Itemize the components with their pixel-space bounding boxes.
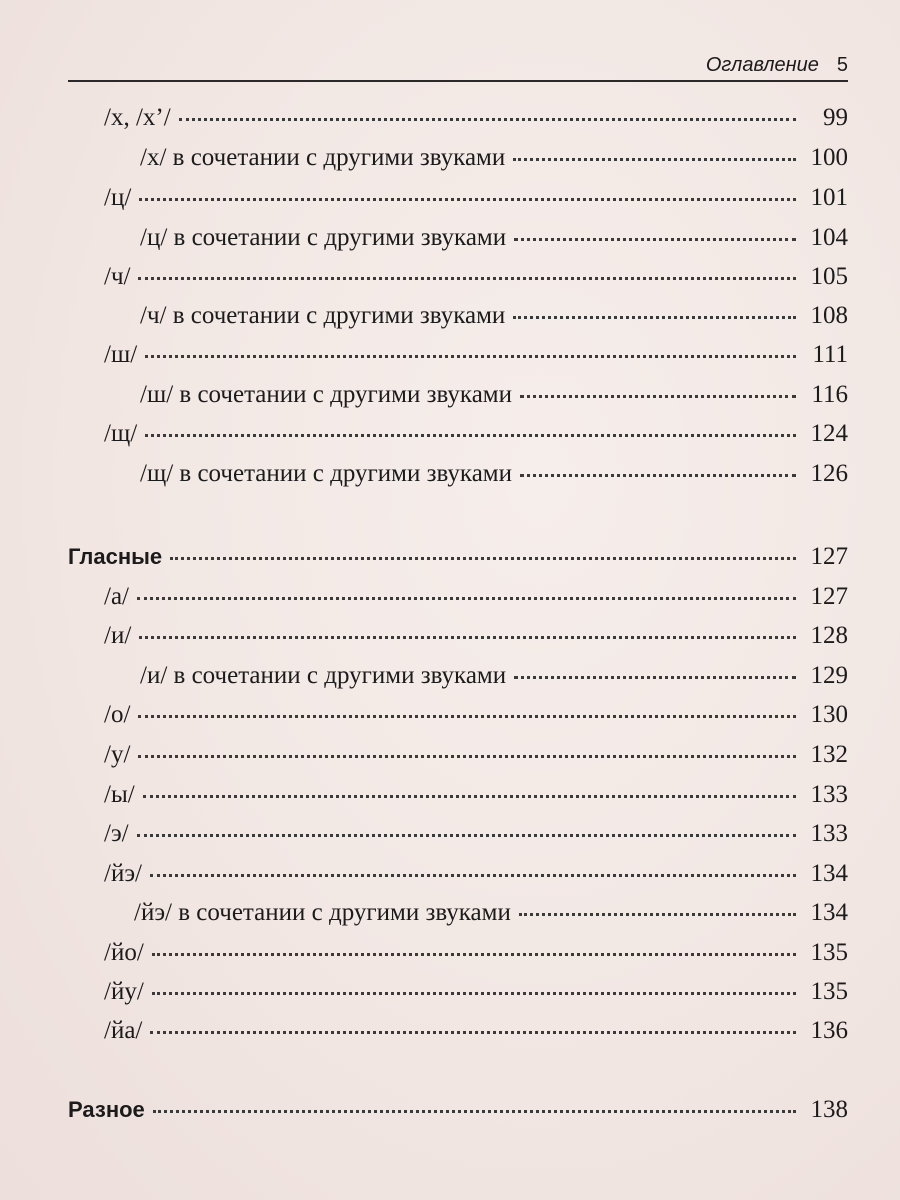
toc-entry-label: /йэ/ в сочетании с другими звуками	[134, 899, 511, 926]
dot-leader	[520, 473, 796, 477]
running-head-title: Оглавление	[705, 54, 819, 76]
dot-leader	[152, 991, 796, 995]
toc-entry-page: 116	[811, 381, 848, 408]
dot-leader	[520, 394, 796, 398]
toc-entry-label: /щ/ в сочетании с другими звуками	[140, 460, 512, 487]
toc-entry-page: 129	[810, 662, 848, 689]
dot-leader	[139, 197, 796, 201]
toc-entry-page: 127	[810, 583, 848, 610]
toc-entry	[104, 104, 848, 136]
dot-leader	[514, 675, 796, 679]
toc-entry-label: /ч/ в сочетании с другими звуками	[140, 302, 506, 329]
toc-entry	[104, 184, 848, 216]
dot-leader	[513, 157, 796, 161]
toc-entry-label: /йа/	[104, 1017, 143, 1044]
toc-entry-page: 101	[810, 184, 848, 211]
toc-entry-page: 135	[810, 939, 848, 966]
dot-leader	[150, 1030, 796, 1034]
toc-entry-label: /йо/	[104, 939, 144, 966]
toc-entry	[140, 460, 848, 492]
toc-entry-page: 133	[810, 781, 848, 808]
toc-entry-page: 100	[810, 144, 848, 171]
toc-entry-page: 134	[810, 899, 848, 926]
toc-entry-label: /щ/	[104, 420, 138, 447]
toc-entry-page: 138	[810, 1096, 848, 1123]
toc-entry-label: /о/	[104, 701, 131, 728]
toc-entry-label: /х, /х’/	[104, 104, 171, 131]
toc-entry-label: /ц/	[104, 184, 132, 211]
toc-entry-label: /и/ в сочетании с другими звуками	[140, 662, 507, 689]
dot-leader	[145, 354, 796, 358]
dot-leader	[179, 117, 796, 121]
toc-entry-label: /ы/	[104, 781, 135, 808]
dot-leader	[513, 315, 796, 319]
toc-entry-page: 136	[810, 1017, 848, 1044]
toc-entry-page: 135	[810, 978, 848, 1005]
toc-entry	[104, 781, 848, 813]
toc-entry-label: /а/	[104, 583, 129, 610]
toc-entry	[104, 820, 848, 852]
toc-section-misc	[68, 1096, 848, 1128]
toc-entry-page: 127	[810, 543, 848, 570]
toc-entry-label: /ш/ в сочетании с другими звуками	[140, 381, 512, 408]
dot-leader	[137, 833, 796, 837]
dot-leader	[153, 1109, 796, 1113]
toc-entry-label: /ч/	[104, 263, 131, 290]
toc-section-label: Разное	[68, 1097, 145, 1122]
toc-entry-page: 111	[812, 341, 848, 368]
toc-entry-label: /х/ в сочетании с другими звуками	[140, 144, 506, 171]
dot-leader	[150, 873, 796, 877]
toc-entry	[104, 263, 848, 295]
toc-entry	[104, 741, 848, 773]
toc-entry-page: 108	[810, 302, 848, 329]
toc-entry	[140, 144, 848, 176]
toc-entry-page: 132	[810, 741, 848, 768]
dot-leader	[137, 596, 796, 600]
dot-leader	[139, 635, 796, 639]
toc-entry	[104, 939, 848, 971]
toc-entry-page: 130	[810, 701, 848, 728]
running-head-page-number: 5	[836, 54, 848, 76]
toc-entry-label: /э/	[104, 820, 129, 847]
dot-leader	[145, 433, 796, 437]
toc-section-label: Гласные	[68, 544, 163, 569]
toc-entry	[104, 860, 848, 892]
toc-entry-label: /ш/	[104, 341, 138, 368]
toc-section-vowels	[68, 543, 848, 575]
toc-entry	[104, 341, 848, 373]
dot-leader	[138, 276, 796, 280]
toc-entry-label: /и/	[104, 622, 132, 649]
toc-entry-page: 99	[823, 104, 848, 131]
toc-entry	[104, 622, 848, 654]
toc-entry	[140, 224, 848, 256]
toc-entry-page: 134	[810, 860, 848, 887]
dot-leader	[514, 237, 796, 241]
toc-entry	[140, 302, 848, 334]
toc-entry	[104, 1017, 848, 1049]
toc-entry-page: 128	[810, 622, 848, 649]
dot-leader	[138, 754, 796, 758]
dot-leader	[170, 556, 796, 560]
toc-entry	[140, 662, 848, 694]
toc-entry-label: /йэ/	[104, 860, 143, 887]
toc-entry	[104, 420, 848, 452]
toc-entry-page: 104	[810, 224, 848, 251]
toc-entry	[104, 583, 848, 615]
toc-entry-label: /ц/ в сочетании с другими звуками	[140, 224, 507, 251]
toc-entry	[134, 899, 848, 931]
dot-leader	[519, 912, 796, 916]
toc-entry	[140, 381, 848, 413]
toc-entry-page: 124	[810, 420, 848, 447]
toc-entry-page: 105	[810, 263, 848, 290]
toc-entry	[104, 701, 848, 733]
toc-entry-label: /у/	[104, 741, 131, 768]
dot-leader	[143, 794, 796, 798]
toc-entry-page: 126	[810, 460, 848, 487]
dot-leader	[152, 952, 796, 956]
toc-entry-page: 133	[810, 820, 848, 847]
dot-leader	[138, 714, 796, 718]
toc-entry	[104, 978, 848, 1010]
toc-entry-label: /йу/	[104, 978, 144, 1005]
